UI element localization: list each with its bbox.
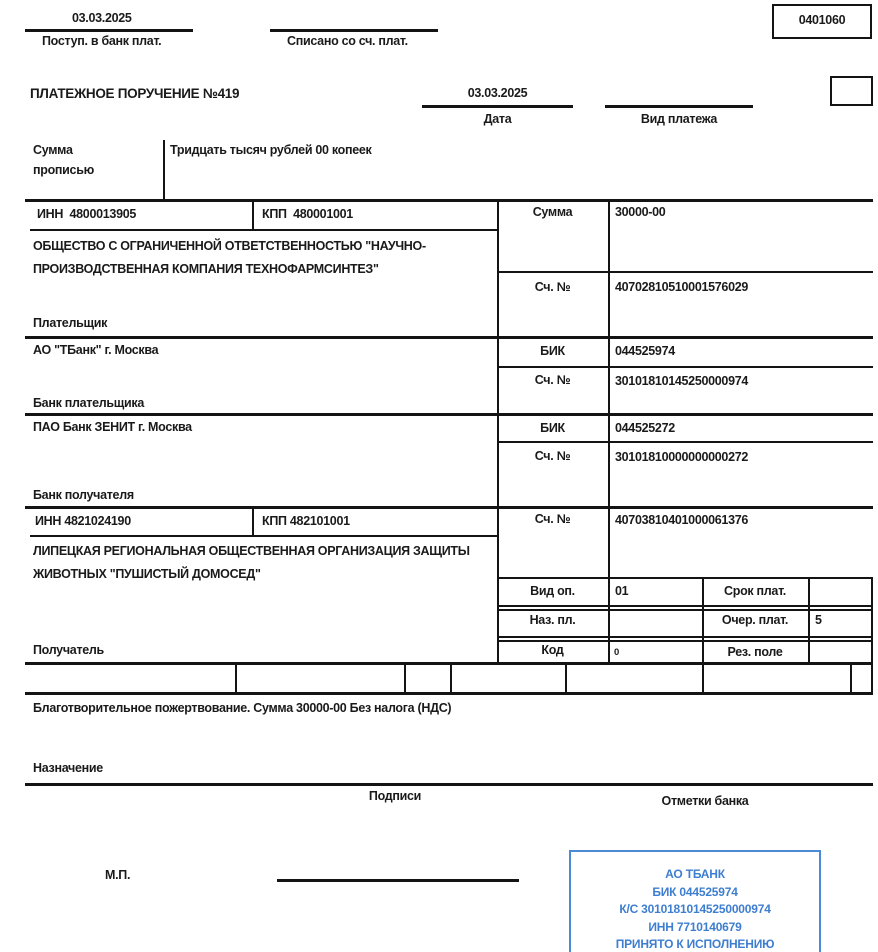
payer-account-label: Сч. № [534,280,571,294]
priority-value: 5 [815,613,822,627]
payer-status-box [830,76,873,106]
purpose-section-line [25,783,873,786]
payer-inn-kpp-divider [252,199,254,229]
sum-label: Сумма [532,205,573,219]
debited-line [270,29,438,32]
payer-bank-account-label: Сч. № [534,373,571,387]
payment-type-line [605,105,753,108]
signatures-label: Подписи [368,789,422,803]
received-in-bank-date: 03.03.2025 [72,11,132,25]
payer-inn [37,207,136,222]
amount-words-divider [163,140,165,200]
payer-account-value: 40702810510001576029 [615,280,749,294]
beneficiary-inn-label: ИНН [35,514,62,528]
tax-row-divider-3 [450,662,452,694]
form-code: 0401060 [798,13,846,27]
beneficiary-bank-account-value: 30101810000000000272 [615,450,749,464]
tax-row-right-edge [871,662,873,694]
code-row-top-line [497,640,873,642]
beneficiary-account-row-line [497,577,873,579]
tax-row-divider-1 [235,662,237,694]
date-line [422,105,573,108]
beneficiary-kpp-value: 482101001 [289,514,350,528]
beneficiary-bank-bik-label: БИК [540,421,565,435]
beneficiary-section-line [25,662,873,665]
beneficiary-name: ЛИПЕЦКАЯ РЕГИОНАЛЬНАЯ ОБЩЕСТВЕННАЯ ОРГАНИЗАЦИЯ ЗАЩИТЫ ЖИВОТНЫХ "ПУШИСТЫЙ ДОМОСЕД" [33,544,470,581]
op-type-value: 01 [615,584,629,598]
op-type-label: Вид оп. [530,584,575,598]
bank-stamp-status: ПРИНЯТО К ИСПОЛНЕНИЮ [615,937,775,951]
tax-row-divider-6 [850,662,852,694]
payer-section-line [25,336,873,339]
beneficiary-bank-section-line [25,506,873,509]
bank-stamp-bik: БИК 044525974 [652,884,738,899]
bank-stamp-corr-account: К/С 30101810145250000974 [619,902,771,916]
document-date: 03.03.2025 [467,86,528,100]
payer-bank-name: АО "ТБанк" г. Москва [33,343,159,357]
signature-line [277,879,519,882]
tax-row-divider-5 [702,662,704,694]
amount-words-label-2: прописью [33,163,94,177]
amount-in-words: Тридцать тысяч рублей 00 копеек [170,143,372,157]
payer-bank-bik-line [497,366,873,368]
code-value: 0 [614,647,619,658]
amount-words-label-1: Сумма [33,143,73,157]
sum-value: 30000-00 [615,205,666,219]
date-label: Дата [483,112,512,126]
pay-purpose-row-top-line [497,609,873,611]
op-type-row-bottom-line [497,605,873,607]
beneficiary-inn [35,514,131,529]
label-value-divider [608,199,610,662]
payer-name: ОБЩЕСТВО С ОГРАНИЧЕННОЙ ОТВЕТСТВЕННОСТЬЮ "НАУЧНО-ПРОИЗВОДСТВЕННАЯ КОМПАНИЯ ТЕХНОФАРМСИНТЕЗ" [33,239,426,276]
priority-label: Очер. плат. [721,613,789,627]
beneficiary-account-label: Сч. № [534,512,571,526]
bank-marks-label: Отметки банка [661,794,749,808]
code-label: Код [541,643,564,657]
payer-bank-bik-value: 044525974 [615,344,675,358]
beneficiary-kpp-label: КПП [262,514,287,528]
sum-row-line [497,271,873,273]
payer-bank-bik-label: БИК [540,344,565,358]
received-in-bank-line [25,29,193,32]
payer-inn-row-line [30,229,497,231]
debited-label: Списано со сч. плат. [287,34,408,48]
beneficiary-inn-value: 4821024190 [64,514,131,528]
table-top-line [25,199,873,202]
payer-label: Плательщик [33,316,108,330]
form-code-box [772,4,872,39]
pay-purpose-code-label: Наз. пл. [529,613,576,627]
payer-bank-label: Банк плательщика [33,396,144,410]
bank-stamp-name: АО ТБАНК [665,867,725,881]
beneficiary-inn-row-line [30,535,497,537]
payer-inn-value: 4800013905 [69,207,137,221]
beneficiary-bank-bik-line [497,441,873,443]
tax-fields-row-bottom-line [25,692,873,695]
due-date-label: Срок плат. [724,584,786,598]
payment-purpose-text: Благотворительное пожертвование. Сумма 30000-00 Без налога (НДС) [33,701,452,715]
payment-purpose-label: Назначение [33,761,103,775]
received-in-bank-label: Поступ. в банк плат. [42,34,162,48]
bank-stamp-inn: ИНН 7710140679 [648,919,742,934]
tax-row-divider-2 [404,662,406,694]
payer-kpp [262,207,353,222]
payer-inn-label: ИНН [37,207,64,221]
beneficiary-bank-bik-value: 044525272 [615,421,675,435]
reserve-label: Рез. поле [727,645,783,659]
payment-type-label: Вид платежа [640,112,718,126]
beneficiary-bank-name: ПАО Банк ЗЕНИТ г. Москва [33,420,192,434]
payer-kpp-value: 480001001 [293,207,353,221]
grid-right-edge [871,577,873,662]
tax-row-divider-4 [565,662,567,694]
grid-divider-2 [808,577,810,662]
beneficiary-bank-label: Банк получателя [33,488,134,502]
document-title: ПЛАТЕЖНОЕ ПОРУЧЕНИЕ №419 [30,86,240,101]
pay-purpose-row-bottom-line [497,636,873,638]
payer-kpp-label: КПП [262,207,287,221]
beneficiary-account-value: 40703810401000061376 [615,513,749,527]
beneficiary-kpp [262,514,350,529]
stamp-place-label: М.П. [105,868,131,882]
beneficiary-label: Получатель [33,643,104,657]
payer-bank-section-line [25,413,873,416]
payer-bank-account-value: 30101810145250000974 [615,374,749,388]
bank-stamp [569,850,821,952]
beneficiary-bank-account-label: Сч. № [534,449,571,463]
beneficiary-inn-kpp-divider [252,506,254,535]
